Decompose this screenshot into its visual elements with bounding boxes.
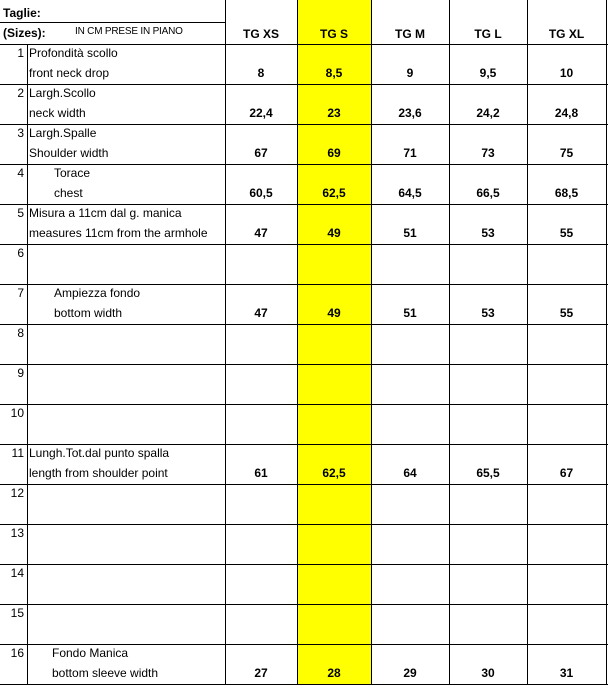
table-row — [0, 564, 608, 604]
table-row — [0, 644, 608, 684]
size-value: 31 — [559, 666, 574, 680]
measurement-label-en: Shoulder width — [29, 146, 109, 160]
size-value: 29 — [403, 666, 417, 680]
column-divider — [449, 0, 450, 685]
row-number: 9 — [17, 366, 24, 380]
row-number: 3 — [17, 126, 24, 140]
size-value: 49 — [327, 306, 341, 320]
measurement-label-it: Profondità scollo — [29, 46, 118, 60]
row-divider — [0, 644, 608, 645]
size-value: 24,8 — [554, 106, 579, 120]
size-value: 71 — [403, 146, 417, 160]
table-row — [0, 484, 608, 524]
column-divider — [371, 0, 372, 685]
row-number: 11 — [11, 446, 24, 460]
column-divider — [527, 0, 528, 685]
size-value: 55 — [559, 226, 574, 240]
size-value: 8,5 — [325, 66, 343, 80]
size-value: 65,5 — [476, 466, 500, 480]
row-divider — [0, 364, 608, 365]
row-divider — [0, 404, 608, 405]
size-value: 64 — [403, 466, 417, 480]
row-divider — [0, 44, 608, 45]
size-value: 53 — [481, 306, 495, 320]
size-value: 28 — [327, 666, 341, 680]
row-number: 4 — [17, 166, 24, 180]
measurement-label-it: Lungh.Tot.dal punto spalla — [29, 446, 170, 460]
table-row — [0, 204, 608, 244]
table-row — [0, 164, 608, 204]
measurement-label-it: Largh.Scollo — [29, 86, 96, 100]
size-value: 49 — [327, 226, 341, 240]
size-value: 55 — [559, 306, 574, 320]
size-value: 68,5 — [554, 186, 579, 200]
table-row — [0, 44, 608, 84]
measurement-label-en: chest — [54, 186, 83, 200]
measurement-label-en: front neck drop — [29, 66, 110, 80]
size-value: 67 — [559, 466, 574, 480]
row-number: 6 — [17, 246, 24, 260]
size-header-l: TG L — [474, 27, 502, 41]
measurement-label-it: Misura a 11cm dal g. manica — [29, 206, 182, 220]
table-row — [0, 444, 608, 484]
table-row — [0, 524, 608, 564]
measurement-label-en: neck width — [29, 106, 86, 120]
units-label: IN CM PRESE IN PIANO — [75, 26, 183, 37]
row-divider — [0, 484, 608, 485]
table-row — [0, 124, 608, 164]
row-divider — [0, 284, 608, 285]
table-row — [0, 324, 608, 364]
table-row — [0, 364, 608, 404]
row-divider — [0, 244, 608, 245]
size-header-m: TG M — [395, 27, 425, 41]
row-number: 2 — [17, 86, 24, 100]
size-value: 47 — [254, 226, 268, 240]
row-divider — [0, 444, 608, 445]
size-value: 67 — [254, 146, 268, 160]
size-value: 53 — [481, 226, 495, 240]
measurement-label-en: bottom width — [54, 306, 123, 320]
table-row — [0, 84, 608, 124]
table-row — [0, 604, 608, 644]
column-divider — [225, 0, 226, 685]
row-divider — [0, 22, 225, 23]
column-divider — [606, 0, 607, 685]
row-divider — [0, 524, 608, 525]
row-number: 5 — [17, 206, 24, 220]
size-value: 8 — [257, 66, 265, 80]
column-divider — [297, 0, 298, 685]
row-number: 12 — [10, 486, 24, 500]
size-value: 47 — [254, 306, 268, 320]
row-divider — [0, 564, 608, 565]
size-value: 23 — [327, 106, 341, 120]
measurement-label-en: bottom sleeve width — [52, 666, 159, 680]
size-value: 60,5 — [249, 186, 273, 200]
measurement-label-en: length from shoulder point — [29, 466, 168, 480]
size-value: 61 — [254, 466, 268, 480]
size-header-xl: TG XL — [548, 27, 585, 41]
table-row — [0, 284, 608, 324]
measurement-label-en: measures 11cm from the armhole — [29, 226, 208, 240]
size-value: 62,5 — [322, 186, 346, 200]
size-value: 9,5 — [479, 66, 497, 80]
row-divider — [0, 604, 608, 605]
size-value: 27 — [254, 666, 268, 680]
row-number: 15 — [10, 606, 24, 620]
size-value: 62,5 — [322, 466, 346, 480]
table-row — [0, 404, 608, 444]
size-header-xs: TG XS — [242, 27, 279, 41]
row-divider — [0, 204, 608, 205]
row-number: 13 — [10, 526, 24, 540]
size-value: 22,4 — [249, 106, 273, 120]
size-value: 51 — [403, 306, 417, 320]
measurement-label-it: Fondo Manica — [52, 646, 129, 660]
measurement-label-it: Largh.Spalle — [29, 126, 97, 140]
row-divider — [0, 164, 608, 165]
row-number: 14 — [10, 566, 24, 580]
size-value: 9 — [406, 66, 414, 80]
row-number: 1 — [17, 46, 24, 60]
size-value: 51 — [403, 226, 417, 240]
row-number: 7 — [17, 286, 24, 300]
size-value: 10 — [559, 66, 574, 80]
row-divider — [0, 324, 608, 325]
size-value: 73 — [481, 146, 495, 160]
size-header-s: TG S — [319, 27, 348, 41]
row-number: 10 — [10, 406, 24, 420]
size-value: 66,5 — [476, 186, 500, 200]
row-divider — [0, 124, 608, 125]
measurement-label-it: Ampiezza fondo — [54, 286, 141, 300]
row-divider — [0, 84, 608, 85]
sheet-title: Taglie: — [3, 6, 41, 20]
measurement-label-it: Torace — [54, 166, 91, 180]
table-row — [0, 244, 608, 284]
row-number: 8 — [17, 326, 24, 340]
size-value: 75 — [559, 146, 574, 160]
size-value: 23,6 — [398, 106, 422, 120]
size-value: 24,2 — [476, 106, 500, 120]
sizes-label: (Sizes): — [3, 26, 46, 40]
size-value: 69 — [327, 146, 341, 160]
row-number: 16 — [10, 646, 24, 660]
size-value: 30 — [481, 666, 495, 680]
size-value: 64,5 — [398, 186, 422, 200]
